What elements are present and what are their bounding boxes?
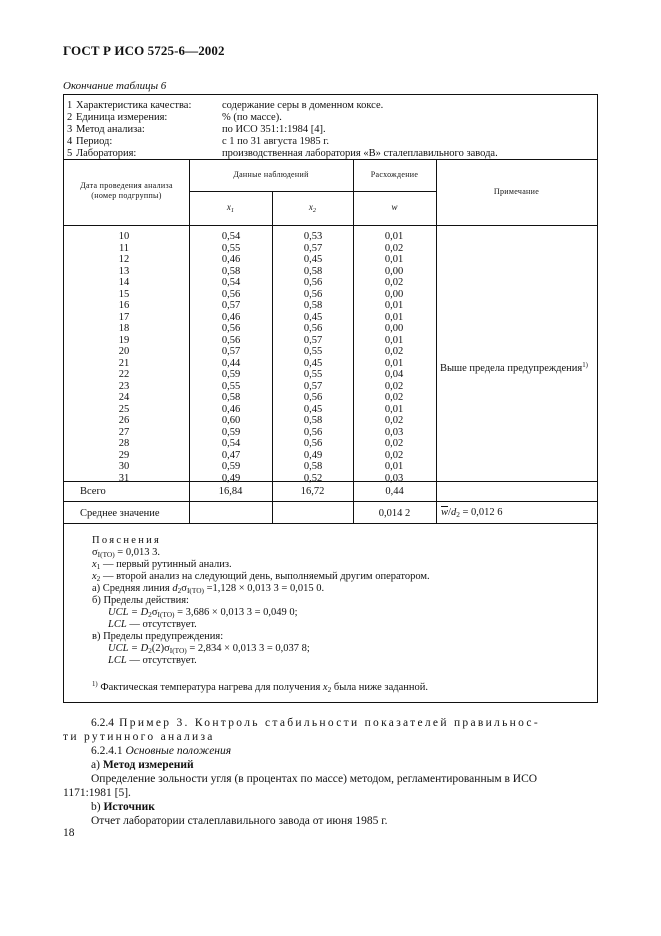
item-a-text: Определение зольности угля (в процентах по массе) методом, регламентированным в ИСО bbox=[91, 773, 538, 785]
item-b-text: Отчет лаборатории сталеплавильного завода от июня 1985 г. bbox=[91, 815, 388, 827]
x1-column: 0,54 0,55 0,46 0,58 0,54 0,56 0,57 0,46 0,56 0,56 0,57 0,44 0,59 0,55 0,58 0,46 0,60 0,59 0,54 0,47 0,59 0,49 bbox=[221, 231, 241, 484]
col-date-header: Дата проведения анализа (номер подгруппы) bbox=[80, 181, 173, 200]
col-note-header: Примечание bbox=[493, 187, 540, 196]
w-column: 0,01 0,02 0,01 0,00 0,02 0,00 0,01 0,01 0,00 0,01 0,02 0,01 0,04 0,02 0,02 0,01 0,02 0,03 0,02 0,02 0,01 0,03 bbox=[384, 231, 404, 484]
col-w-header: w bbox=[391, 202, 398, 212]
document-header: ГОСТ Р ИСО 5725-6—2002 bbox=[63, 43, 225, 58]
info-row-3: 3 Метод анализа: по ИСО 351:1:1984 [4]. bbox=[67, 124, 326, 135]
footnote: $^{1)}$ Фактическая температура нагрева для получения $x_2$ была ниже заданной. bbox=[92, 681, 428, 694]
info-row-2: 2 Единица измерения: % (по массе). bbox=[67, 112, 282, 123]
example-heading: 6.2.4 Пример 3. Контроль стабильности показателей правильнос- bbox=[91, 717, 540, 729]
table-frame bbox=[63, 94, 598, 703]
ucl-action: UCL = $D_2\sigma_{I(TO)} = 3,686 \times 0,013$ 3 = 0,049 0; bbox=[108, 607, 298, 619]
info-row-1: 1 Характеристика качества: содержание серы в доменном коксе. bbox=[67, 100, 384, 111]
mean-ratio: $\overline{w}/d_2 = 0,012$ 6 bbox=[441, 507, 503, 519]
lcl-warning: LCL — отсутствует. bbox=[108, 655, 197, 666]
total-x1: 16,84 bbox=[218, 486, 243, 497]
dates-column: 10 11 12 13 14 15 16 17 18 19 20 21 22 23 24 25 26 27 28 29 30 31 bbox=[118, 231, 130, 484]
example-heading-cont: ти рутинного анализа bbox=[63, 731, 215, 743]
action-limits-title: б) Пределы действия: bbox=[92, 595, 189, 606]
vrule-3 bbox=[353, 159, 354, 523]
rule-total-bottom bbox=[64, 501, 597, 502]
explanations bbox=[92, 535, 430, 667]
explanations-title: Пояснения bbox=[92, 535, 162, 546]
page-number: 18 bbox=[63, 827, 75, 839]
sigma-line: $\sigma_{I(TO)} = 0,013$ 3. bbox=[92, 547, 160, 559]
item-a-text-cont: 1171:1981 [5]. bbox=[63, 787, 131, 799]
vrule-4 bbox=[436, 159, 437, 523]
info-block bbox=[67, 100, 498, 160]
col-obs-header: Данные наблюдений bbox=[233, 170, 309, 179]
info-row-4: 4 Период: с 1 по 31 августа 1985 г. bbox=[67, 136, 329, 147]
mean-label: Среднее значение bbox=[80, 508, 160, 519]
item-a: a) Метод измерений bbox=[91, 759, 194, 771]
rule-header-bottom bbox=[64, 225, 597, 226]
warning-limits-title: в) Пределы предупреждения: bbox=[92, 631, 224, 642]
x2-column: 0,53 0,57 0,45 0,58 0,56 0,56 0,58 0,45 0,56 0,57 0,55 0,45 0,55 0,57 0,56 0,45 0,58 0,56 0,56 0,49 0,58 0,52 bbox=[303, 231, 323, 484]
mean-w: 0,014 2 bbox=[378, 508, 411, 519]
total-label: Всего bbox=[80, 486, 106, 497]
rule-mean-bottom bbox=[64, 523, 597, 524]
total-x2: 16,72 bbox=[300, 486, 325, 497]
lcl-action: LCL — отсутствует. bbox=[108, 619, 197, 630]
total-w: 0,44 bbox=[385, 486, 404, 497]
vrule-2 bbox=[272, 191, 273, 523]
rule-obs-sub bbox=[189, 191, 436, 192]
ucl-warning: UCL = $D_2(2)\sigma_{I(TO)} = 2,834 \times 0,013$ 3 = 0,037 8; bbox=[108, 643, 310, 655]
note-warning: Выше предела предупреждения$^{1)}$ bbox=[440, 362, 588, 374]
col-x2-header: $x_2$ bbox=[308, 202, 317, 214]
vrule-1 bbox=[189, 159, 190, 523]
center-line: а) Средняя линия $d_2\sigma_{I(TO)} =1,128 \times 0,013$ 3 = 0,015 0. bbox=[92, 583, 325, 595]
table-caption: Окончание таблицы 6 bbox=[63, 80, 167, 92]
section-basics: 6.2.4.1 Основные положения bbox=[91, 745, 232, 757]
body-text bbox=[63, 716, 603, 828]
col-diff-header: Расхождение bbox=[370, 170, 419, 179]
x2-description: $x_2$ — второй анализ на следующий день, выполняемый другим оператором. bbox=[92, 571, 430, 583]
info-row-5: 5 Лаборатория: производственная лаборатория «В» сталеплавильного завода. bbox=[67, 148, 498, 159]
col-x1-header: $x_1$ bbox=[226, 202, 235, 214]
item-b: b) Источник bbox=[91, 801, 155, 813]
x1-description: $x_1$ — первый рутинный анализ. bbox=[92, 559, 232, 571]
